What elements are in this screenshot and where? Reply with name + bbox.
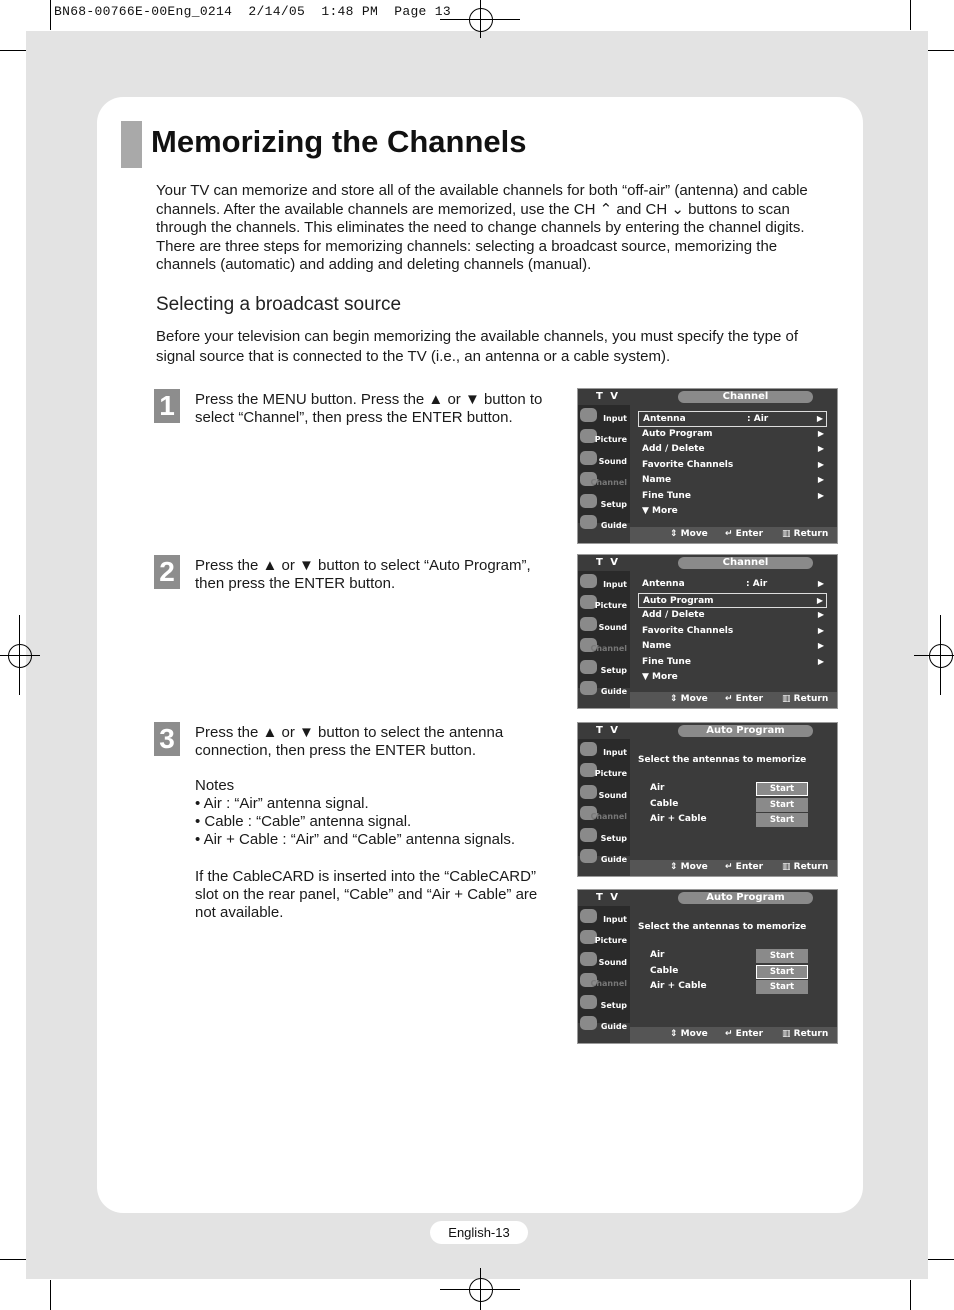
osd-sidebar-label: Picture (594, 769, 627, 779)
arrow-right-icon: ▶ (816, 414, 823, 423)
osd-menu-item[interactable] (638, 655, 827, 671)
move-hint: ⇕ Move (670, 694, 708, 704)
menu-category-icon (580, 617, 597, 631)
step-number: 3 (154, 722, 180, 756)
osd-sidebar-item[interactable] (578, 949, 630, 970)
osd-sidebar-item[interactable] (578, 970, 630, 991)
osd-sidebar-label: Sound (598, 790, 627, 800)
enter-hint: ↵ Enter (725, 529, 764, 539)
osd-item-label: Antenna (643, 414, 686, 424)
osd-footer (630, 527, 837, 543)
enter-hint: ↵ Enter (725, 1029, 764, 1039)
osd-sidebar-item[interactable] (578, 571, 630, 592)
title-accent-bar (121, 121, 142, 168)
print-header: BN68-00766E-00Eng_0214 2/14/05 1:48 PM Page 13 (54, 4, 451, 19)
step-text (195, 557, 555, 594)
osd-menu-title: Auto Program (678, 725, 813, 737)
osd-sidebar-label: Setup (600, 1000, 627, 1010)
osd-sidebar-item[interactable] (578, 825, 630, 846)
registration-mark (469, 1278, 493, 1302)
osd-sidebar-label: Guide (600, 520, 627, 530)
step-text (195, 724, 555, 923)
start-button[interactable]: Start (756, 813, 808, 827)
osd-sidebar-item[interactable] (578, 448, 630, 469)
osd-footer (630, 692, 837, 708)
osd-sidebar-item[interactable] (578, 592, 630, 613)
crop-mark (480, 1268, 481, 1310)
osd-menu-item[interactable] (638, 593, 827, 609)
osd-sidebar-item[interactable] (578, 760, 630, 781)
osd-sidebar (578, 906, 630, 1031)
osd-prompt: Select the antennas to memorize (638, 755, 807, 765)
osd-item-label: Add / Delete (642, 610, 705, 620)
notes-title: Notes (195, 776, 235, 794)
registration-mark (929, 644, 953, 668)
osd-item-label: Fine Tune (642, 656, 691, 667)
osd-menu-item[interactable] (638, 624, 827, 640)
osd-sidebar-label: Setup (600, 499, 627, 509)
osd-sidebar (578, 739, 630, 864)
osd-sidebar-item[interactable] (578, 405, 630, 426)
osd-sidebar-label: Picture (594, 936, 627, 946)
arrow-right-icon: ▶ (817, 490, 824, 500)
osd-menu-item[interactable] (638, 411, 827, 427)
osd-more-item[interactable]: ▼ More (642, 672, 678, 682)
section-heading: Selecting a broadcast source (156, 294, 402, 315)
crop-mark (910, 1280, 911, 1310)
osd-menu-item[interactable] (638, 489, 827, 505)
osd-sidebar-item[interactable] (578, 782, 630, 803)
step-instruction: Press the ▲ or ▼ button to select the antenna connection, then press the ENTER button. (195, 724, 504, 760)
arrow-right-icon: ▶ (817, 444, 824, 453)
menu-category-icon (580, 952, 597, 966)
crop-mark (924, 1259, 954, 1260)
osd-item-label: Name (642, 475, 672, 485)
osd-sidebar (578, 405, 630, 530)
page-title: Memorizing the Channels (151, 124, 527, 159)
arrow-right-icon: ▶ (817, 579, 824, 588)
crop-mark (0, 655, 40, 656)
arrow-right-icon: ▶ (817, 475, 824, 484)
osd-item-label: Name (642, 641, 672, 651)
osd-item-label: Auto Program (643, 595, 714, 606)
cablecard-note: If the CableCARD is inserted into the “CableCARD” slot on the rear panel, “Cable” and “Air + Cable” are not available. (195, 867, 538, 922)
move-hint: ⇕ Move (670, 862, 708, 872)
osd-menu-item[interactable] (638, 458, 827, 474)
crop-mark (940, 615, 941, 695)
arrow-right-icon: ▶ (817, 428, 824, 438)
crop-mark (910, 0, 911, 30)
arrow-right-icon: ▶ (817, 625, 824, 635)
osd-sidebar-label: Channel (590, 979, 627, 989)
osd-item-label: Antenna (642, 579, 685, 589)
menu-category-icon (580, 785, 597, 799)
start-button[interactable]: Start (756, 980, 808, 994)
osd-more-item[interactable]: ▼ More (642, 506, 678, 516)
menu-category-icon (580, 909, 597, 923)
arrow-right-icon: ▶ (816, 595, 823, 605)
start-button[interactable]: Start (756, 949, 808, 963)
arrow-right-icon: ▶ (817, 459, 824, 469)
enter-hint: ↵ Enter (725, 694, 764, 704)
osd-menu-items (638, 411, 827, 520)
arrow-right-icon: ▶ (817, 610, 824, 619)
osd-menu-item[interactable] (638, 442, 827, 458)
osd-sidebar-item[interactable] (578, 512, 630, 533)
menu-category-icon (580, 574, 597, 588)
osd-menu-title: Auto Program (678, 892, 813, 904)
osd-sidebar-item[interactable] (578, 469, 630, 490)
menu-category-icon (580, 849, 597, 863)
note-item: • Air : “Air” antenna signal. (195, 794, 369, 812)
osd-sidebar-label: Setup (600, 665, 627, 675)
osd-item-value: : Air (746, 579, 768, 589)
osd-sidebar-item[interactable] (578, 491, 630, 512)
osd-prompt: Select the antennas to memorize (638, 922, 807, 932)
registration-mark (8, 644, 32, 668)
osd-menu-item[interactable] (638, 608, 827, 624)
note-item: • Air + Cable : “Air” and “Cable” antenna signals. (195, 831, 515, 849)
osd-channel-menu (577, 554, 838, 709)
osd-tv-label: T V (596, 725, 621, 736)
osd-auto-program (577, 889, 838, 1044)
menu-category-icon (580, 742, 597, 756)
menu-category-icon (580, 515, 597, 529)
menu-category-icon (580, 494, 597, 508)
step-number: 2 (154, 555, 180, 589)
osd-sidebar-item[interactable] (578, 678, 630, 699)
crop-mark (480, 0, 481, 38)
osd-sidebar-item[interactable] (578, 803, 630, 824)
osd-sidebar-label: Guide (600, 686, 627, 696)
start-button[interactable]: Start (756, 798, 808, 812)
osd-footer (630, 860, 837, 876)
osd-sidebar-label: Input (603, 580, 627, 589)
osd-sidebar-item[interactable] (578, 614, 630, 635)
osd-sidebar-item[interactable] (578, 992, 630, 1013)
osd-tv-label: T V (596, 557, 621, 568)
note-item: • Cable : “Cable” antenna signal. (195, 813, 412, 831)
osd-menu-item[interactable] (638, 427, 827, 443)
osd-sidebar-label: Channel (590, 812, 627, 822)
osd-item-label: Fine Tune (642, 490, 691, 501)
osd-footer (630, 1027, 837, 1043)
osd-sidebar (578, 571, 630, 696)
antenna-option-label: Cable (650, 965, 679, 976)
osd-item-label: Favorite Channels (642, 459, 734, 470)
osd-menu-item[interactable] (638, 473, 827, 489)
step-instruction: Press the MENU button. Press the ▲ or ▼ button to select “Channel”, then press the ENTER button. (195, 391, 543, 427)
osd-sidebar-label: Input (603, 414, 627, 423)
return-hint: ▥ Return (782, 529, 829, 539)
return-hint: ▥ Return (782, 694, 829, 704)
step-instruction: Press the ▲ or ▼ button to select “Auto Program”, then press the ENTER button. (195, 557, 531, 593)
osd-sidebar-label: Sound (598, 456, 627, 466)
osd-sidebar-item[interactable] (578, 927, 630, 948)
osd-item-label: Add / Delete (642, 444, 705, 454)
osd-sidebar-item[interactable] (578, 426, 630, 447)
enter-hint: ↵ Enter (725, 862, 764, 872)
osd-channel-menu (577, 388, 838, 544)
return-hint: ▥ Return (782, 1029, 829, 1039)
osd-sidebar-label: Channel (590, 478, 627, 488)
osd-sidebar-label: Setup (600, 833, 627, 843)
osd-sidebar-label: Picture (594, 601, 627, 611)
registration-mark (469, 8, 493, 32)
start-button[interactable]: Start (756, 782, 808, 796)
page-number: English-13 (430, 1221, 528, 1244)
osd-sidebar-label: Sound (598, 622, 627, 632)
antenna-option-label: Air (650, 783, 665, 793)
osd-sidebar-label: Input (603, 748, 627, 757)
section-paragraph: Before your television can begin memorizing the available channels, you must specify the type of signal source that is connected to the TV (i.e., an antenna or a cable system). (156, 328, 799, 365)
osd-item-value: : Air (747, 414, 769, 424)
antenna-option-label: Cable (650, 798, 679, 809)
osd-sidebar-item[interactable] (578, 1013, 630, 1034)
osd-tv-label: T V (596, 892, 621, 903)
crop-mark (914, 655, 954, 656)
menu-category-icon (580, 828, 597, 842)
menu-category-icon (580, 1016, 597, 1030)
osd-menu-item[interactable] (638, 577, 827, 593)
step-text (195, 391, 555, 428)
menu-category-icon (580, 681, 597, 695)
osd-sidebar-label: Guide (600, 854, 627, 864)
osd-auto-program (577, 722, 838, 877)
crop-mark (19, 615, 20, 695)
osd-sidebar-label: Guide (600, 1021, 627, 1031)
intro-paragraph: Your TV can memorize and store all of the available channels for both “off-air” (antenna) and cable channels. After the available channels are memorized, use the CH ⌃ and CH ⌄ buttons to scan through the channels. This eliminates the need to change channels by entering the channel digits. There are three steps for memorizing channels: selecting a broadcast source, memorizing the channels (automatic) and adding and deleting channels (manual). (156, 182, 808, 273)
start-button[interactable]: Start (756, 965, 808, 979)
osd-menu-title: Channel (678, 557, 813, 569)
crop-mark (50, 0, 51, 30)
antenna-option-label: Air + Cable (650, 981, 707, 991)
osd-menu-items (638, 577, 827, 686)
osd-sidebar-item[interactable] (578, 846, 630, 867)
menu-category-icon (580, 408, 597, 422)
menu-category-icon (580, 995, 597, 1009)
osd-sidebar-label: Sound (598, 957, 627, 967)
osd-sidebar-item[interactable] (578, 906, 630, 927)
osd-sidebar-label: Picture (594, 435, 627, 445)
osd-item-label: Auto Program (642, 428, 713, 439)
move-hint: ⇕ Move (670, 1029, 708, 1039)
antenna-option-label: Air (650, 950, 665, 960)
osd-item-label: Favorite Channels (642, 625, 734, 636)
osd-sidebar-item[interactable] (578, 657, 630, 678)
osd-menu-title: Channel (678, 391, 813, 403)
osd-sidebar-label: Channel (590, 644, 627, 654)
step-number: 1 (154, 389, 180, 423)
move-hint: ⇕ Move (670, 529, 708, 539)
return-hint: ▥ Return (782, 862, 829, 872)
crop-mark (50, 1280, 51, 1310)
osd-sidebar-item[interactable] (578, 739, 630, 760)
menu-category-icon (580, 660, 597, 674)
crop-mark (924, 50, 954, 51)
arrow-right-icon: ▶ (817, 641, 824, 650)
osd-sidebar-item[interactable] (578, 635, 630, 656)
osd-sidebar-label: Input (603, 915, 627, 924)
arrow-right-icon: ▶ (817, 656, 824, 666)
antenna-option-label: Air + Cable (650, 814, 707, 824)
menu-category-icon (580, 451, 597, 465)
osd-tv-label: T V (596, 391, 621, 402)
osd-menu-item[interactable] (638, 639, 827, 655)
